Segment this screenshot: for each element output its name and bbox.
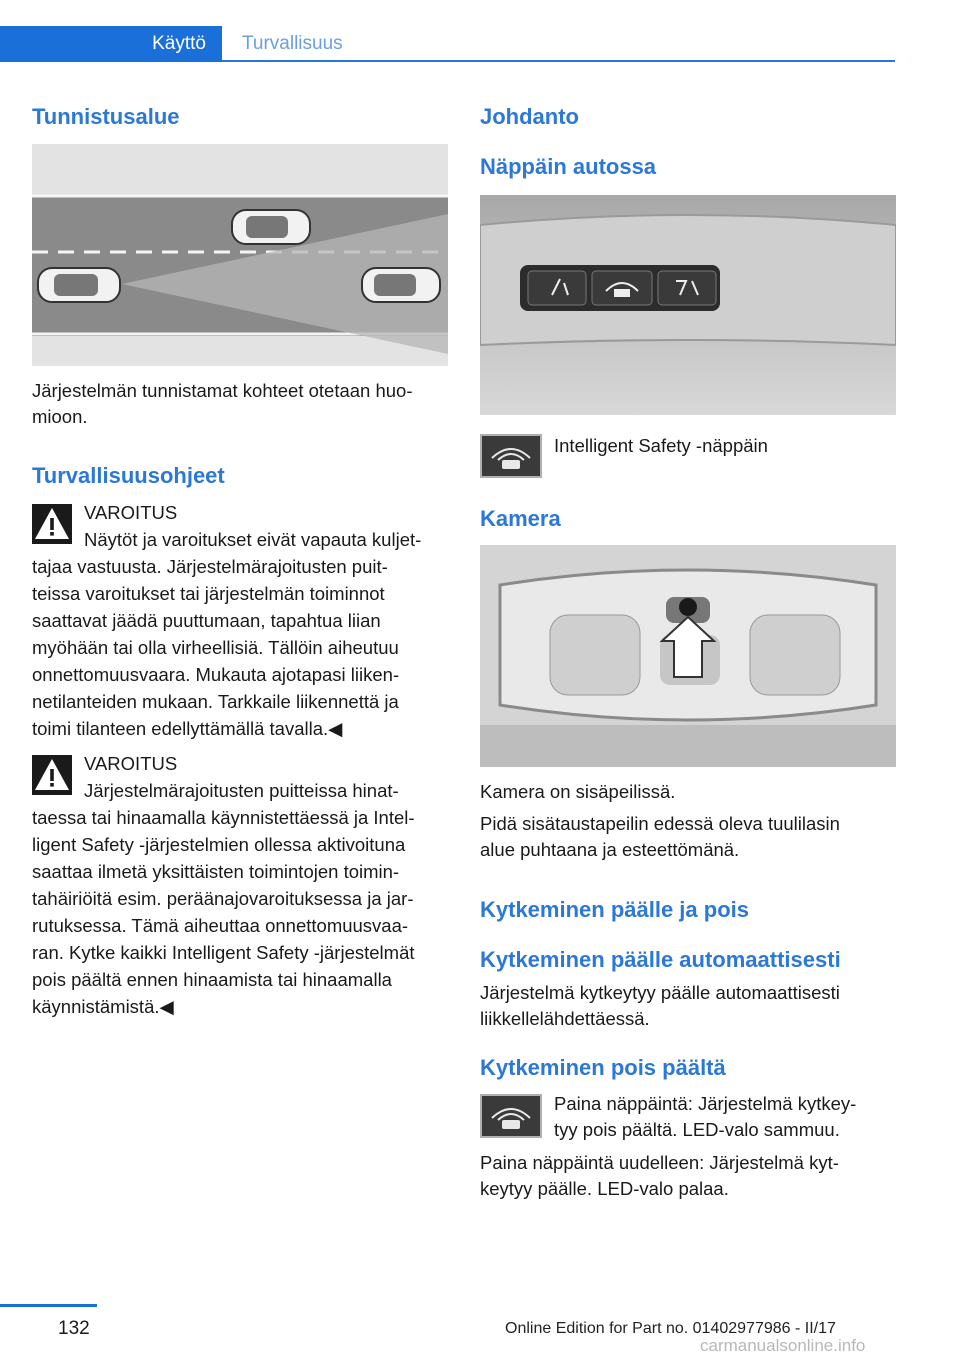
- button-panel-photo: [480, 195, 896, 415]
- car-icon: [38, 268, 120, 302]
- header-rule: [222, 60, 895, 62]
- button-panel-illustration: [480, 195, 896, 415]
- caption-line: Järjestelmän tunnistamat kohteet otetaan huo-: [32, 380, 413, 401]
- warning-label: VAROITUS: [84, 753, 178, 774]
- again-text-line: keytyy päälle. LED-valo palaa.: [480, 1178, 729, 1199]
- button-caption: Intelligent Safety -näppäin: [554, 435, 768, 456]
- detection-area-illustration: [32, 144, 448, 366]
- tab-kaytto[interactable]: Käyttö: [0, 26, 222, 62]
- section-title-kamera: Kamera: [480, 506, 561, 531]
- again-text-line: Paina näppäintä uudelleen: Järjestelmä kyt-: [480, 1152, 839, 1173]
- subsection-title-nappain-autossa: Näppäin autossa: [480, 154, 657, 179]
- warning-line: ligent Safety -järjestelmien ollessa aktivoituna: [32, 834, 406, 855]
- warning-line: saattaa ilmetä yksittäisten toimintojen toimin-: [32, 861, 400, 882]
- edition-text: Online Edition for Part no. 01402977986 - II/17: [505, 1320, 836, 1337]
- warning-line: käynnistämistä.◀: [32, 996, 174, 1017]
- warning-line: teissa varoitukset tai järjestelmän toiminnot: [32, 583, 385, 604]
- warning-line: ran. Kytke kaikki Intelligent Safety -järjestelmät: [32, 942, 415, 963]
- caption-line: mioon.: [32, 406, 88, 427]
- off-text-line: tyy pois päältä. LED-valo sammuu.: [554, 1119, 840, 1140]
- auto-on-text-line: Järjestelmä kytkeytyy päälle automaattisesti: [480, 982, 840, 1003]
- warning-line: toimi tilanteen edellyttämällä tavalla.◀: [32, 718, 343, 739]
- warning-line: netilanteiden mukaan. Tarkkaile liikennettä ja: [32, 691, 399, 712]
- car-icon: [362, 268, 440, 302]
- section-title-turvallisuusohjeet: Turvallisuusohjeet: [32, 463, 225, 488]
- warning-line: pois päältä ennen hinaamista tai hinaamalla: [32, 969, 392, 990]
- warning-line: rutuksessa. Tämä aiheuttaa onnettomuusvaa-: [32, 915, 409, 936]
- section-title-tunnistusalue: Tunnistusalue: [32, 104, 180, 129]
- intelligent-safety-button-icon: [480, 434, 542, 478]
- warning-line: tajaa vastuusta. Järjestelmärajoitusten puit-: [32, 556, 388, 577]
- warning-block: [32, 751, 452, 1017]
- warning-line: myöhään tai olla virheellisiä. Tällöin aiheutuu: [32, 637, 399, 658]
- figure-caption: [32, 378, 452, 430]
- warning-triangle-icon: [32, 504, 72, 544]
- section-title-johdanto: Johdanto: [480, 104, 579, 129]
- off-text-line: Paina näppäintä: Järjestelmä kytkey-: [554, 1093, 857, 1114]
- warning-line: Näytöt ja varoitukset eivät vapauta kuljet-: [84, 529, 422, 550]
- intelligent-safety-button-icon: [480, 1094, 542, 1138]
- watermark: carmanualsonline.info: [700, 1336, 866, 1355]
- camera-text-line: alue puhtaana ja esteettömänä.: [480, 839, 740, 860]
- warning-line: Järjestelmärajoitusten puitteissa hinat-: [84, 780, 399, 801]
- page-number-rule: [0, 1304, 97, 1307]
- warning-block: [32, 500, 452, 739]
- warning-line: tahäiriöitä esim. peräänajovaroituksessa ja jar-: [32, 888, 414, 909]
- car-icon: [232, 210, 310, 244]
- tab-turvallisuus[interactable]: Turvallisuus: [242, 33, 343, 54]
- header-tabs: [0, 0, 895, 62]
- warning-line: onnettomuusvaara. Mukauta ajotapasi liiken-: [32, 664, 400, 685]
- section-title-kytkeminen: Kytkeminen päälle ja pois: [480, 897, 749, 922]
- auto-on-text-line: liikkellelähdettäessä.: [480, 1008, 650, 1029]
- detection-area-figure: [32, 144, 448, 366]
- camera-illustration: [480, 545, 896, 767]
- subsection-title-pois-paalta: Kytkeminen pois päältä: [480, 1055, 726, 1080]
- subsection-title-automaattisesti: Kytkeminen päälle automaattisesti: [480, 947, 841, 972]
- warning-triangle-icon: [32, 755, 72, 795]
- camera-text-line: Kamera on sisäpeilissä.: [480, 781, 676, 802]
- camera-text-line: Pidä sisätaustapeilin edessä oleva tuulilasin: [480, 813, 840, 834]
- warning-line: saattavat jäädä puuttumaan, tapahtua liian: [32, 610, 381, 631]
- page-number: 132: [58, 1318, 90, 1339]
- warning-label: VAROITUS: [84, 502, 178, 523]
- warning-line: taessa tai hinaamalla käynnistettäessä ja Intel-: [32, 807, 415, 828]
- camera-photo: [480, 545, 896, 767]
